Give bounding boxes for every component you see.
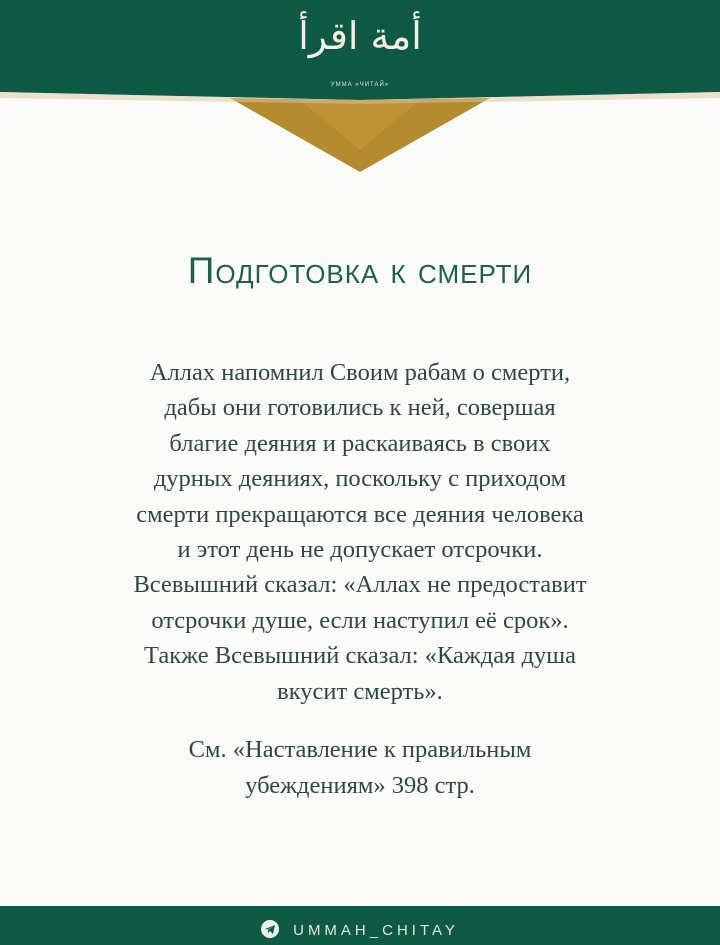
body-line: Также Всевышний сказал: «Каждая душа [144, 642, 576, 670]
body-line: отсрочки душе, если наступил её срок». [151, 606, 569, 634]
article-body [30, 355, 690, 709]
header-banner [0, 0, 720, 110]
body-line: благие деяния и раскаиваясь в своих [169, 429, 551, 457]
footer-bar [0, 906, 720, 945]
footer-channel-link[interactable] [0, 920, 720, 939]
body-line: дабы они готовились к ней, совершая [164, 394, 556, 422]
logo: أمة اقرأ [298, 14, 422, 58]
body-line: Всевышний сказал: «Аллах не предоставит [133, 571, 587, 599]
logo-subtitle: УММА «ЧИТАЙ» [330, 82, 390, 88]
body-line: вкусит смерть». [277, 677, 443, 705]
page-title: Подготовка к смерти [187, 250, 533, 291]
footer-handle: UMMAH_CHITAY [293, 922, 459, 939]
body-line: Аллах напомнил Своим рабам о смерти, [149, 359, 571, 386]
body-line: и этот день не допускает отсрочки. [177, 536, 543, 564]
body-line: смерти прекращаются все деяния человека [136, 500, 584, 528]
telegram-icon [261, 920, 279, 938]
reference-line: См. «Наставление к правильным [188, 736, 532, 763]
source-reference [30, 732, 690, 804]
body-line: дурных деяниях, поскольку с приходом [153, 465, 567, 493]
reference-line: убеждениям» 398 стр. [245, 772, 475, 799]
